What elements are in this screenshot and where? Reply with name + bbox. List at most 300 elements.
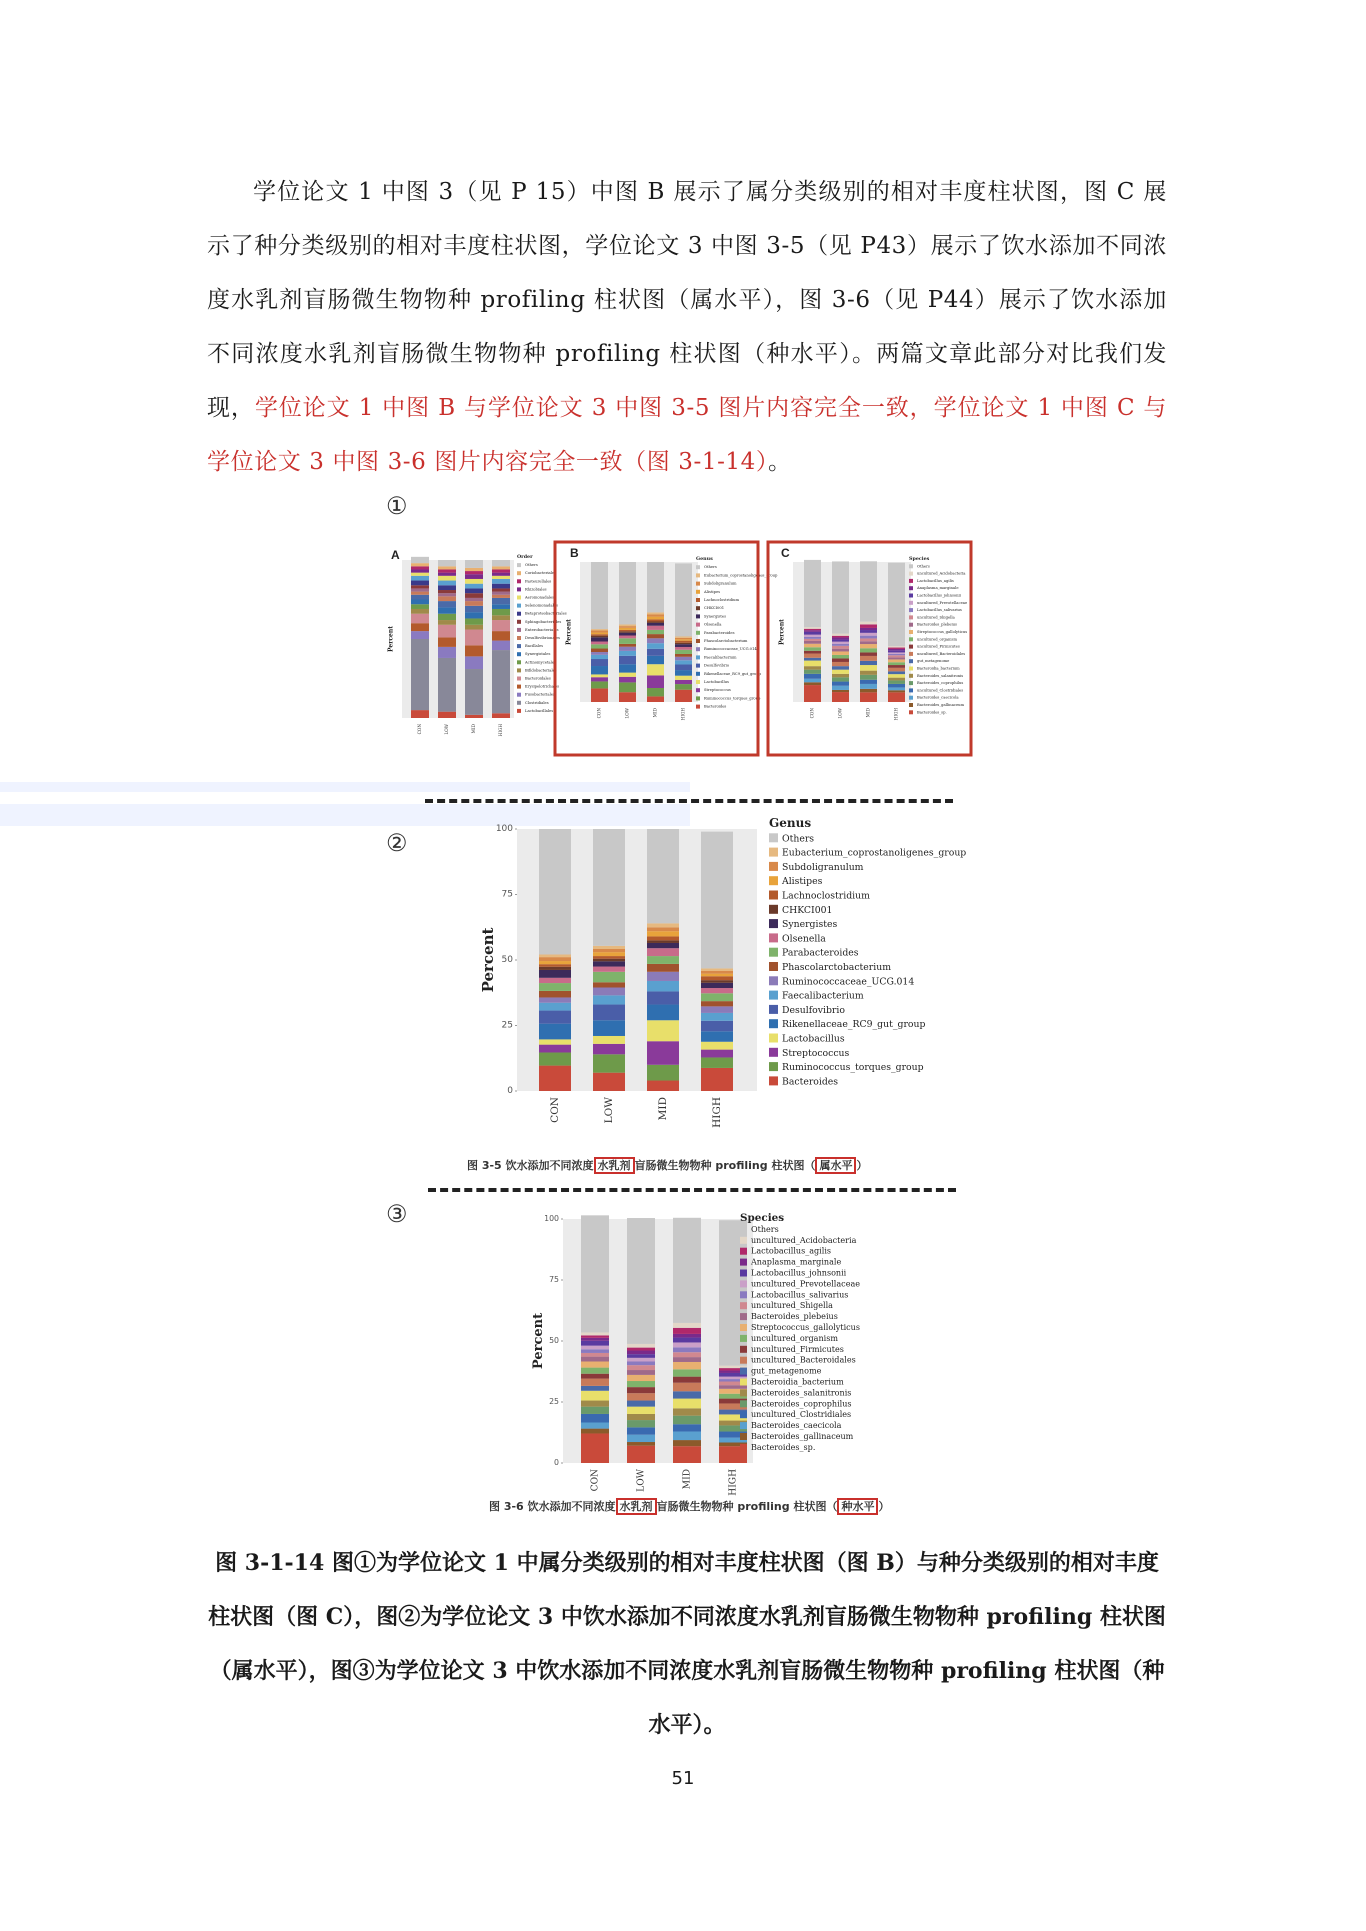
bar-segment	[832, 674, 849, 678]
legend-swatch	[769, 1019, 778, 1028]
bar-segment	[539, 983, 571, 991]
bar-segment	[539, 970, 571, 978]
bar-segment	[492, 592, 510, 595]
bar-segment	[627, 1375, 655, 1381]
legend-swatch	[696, 573, 700, 577]
bar-segment	[675, 641, 692, 643]
bar-segment	[492, 560, 510, 566]
bar-segment	[593, 946, 625, 949]
legend-label: uncultured_organism	[917, 637, 958, 642]
legend-label: Bacteroides	[782, 1076, 839, 1088]
bar-segment	[888, 692, 905, 702]
bar-segment	[888, 657, 905, 659]
bar-segment	[539, 1039, 571, 1044]
legend-swatch	[909, 667, 913, 671]
legend-swatch	[769, 1005, 778, 1014]
bar-segment	[465, 630, 483, 646]
legend-swatch	[740, 1379, 747, 1386]
bar-segment	[804, 679, 821, 683]
bar-segment	[465, 645, 483, 656]
legend-label: Ruminococcus_torques_group	[704, 696, 761, 701]
bar-segment	[888, 678, 905, 681]
legend-swatch	[517, 644, 521, 648]
legend-label: Bacteroides_salanitronis	[917, 673, 964, 678]
bar-segment	[675, 563, 692, 636]
legend-label: CHKCI001	[782, 904, 833, 916]
legend-label: Lactobacillus	[782, 1033, 845, 1045]
bar-segment	[860, 561, 877, 621]
bar-segment	[701, 980, 733, 983]
bar-segment	[581, 1332, 609, 1335]
x-tick-label: MID	[657, 1097, 669, 1121]
bar-segment	[593, 982, 625, 987]
y-axis-label: Percent	[565, 619, 573, 645]
bar-segment	[465, 560, 483, 568]
bar-segment	[647, 1081, 679, 1091]
bar-segment	[438, 620, 456, 625]
bar-segment	[701, 1021, 733, 1031]
bar-segment	[581, 1433, 609, 1463]
legend-swatch	[740, 1444, 747, 1451]
legend-title: Species	[740, 1212, 785, 1224]
bar-segment	[675, 636, 692, 637]
bar-segment	[539, 1045, 571, 1053]
bar-segment	[675, 650, 692, 654]
bar-segment	[673, 1342, 701, 1347]
bar-segment	[492, 598, 510, 604]
bar-segment	[647, 1065, 679, 1081]
body-paragraph	[207, 165, 1167, 489]
bar-segment	[888, 654, 905, 655]
legend-swatch	[517, 563, 521, 567]
bar-segment	[673, 1334, 701, 1338]
bar-segment	[675, 644, 692, 647]
legend-swatch	[909, 659, 913, 663]
bar-segment	[411, 588, 429, 591]
panel-letter-b: B	[570, 546, 579, 560]
bar-segment	[804, 637, 821, 639]
bar-segment	[411, 569, 429, 572]
bar-segment	[804, 630, 821, 632]
legend-swatch	[517, 709, 521, 713]
bar-segment	[492, 576, 510, 579]
bar-segment	[492, 579, 510, 584]
legend-swatch	[909, 608, 913, 612]
legend-label: uncultured_Clostridiales	[751, 1410, 852, 1420]
bar-segment	[627, 1401, 655, 1407]
bar-segment	[804, 685, 821, 702]
legend-swatch	[517, 652, 521, 656]
bar-segment	[492, 588, 510, 591]
figure-3-6-caption	[489, 1498, 889, 1514]
bar-segment	[888, 665, 905, 668]
legend-swatch	[769, 862, 778, 871]
separator-dashed	[428, 1188, 956, 1192]
y-axis-label: Percent	[531, 1312, 547, 1370]
bar-segment	[411, 581, 429, 586]
bar-segment	[832, 649, 849, 652]
bar-segment	[593, 829, 625, 946]
bar-segment	[593, 967, 625, 972]
legend-label: Coriobacteriales	[525, 571, 557, 576]
bar-segment	[492, 609, 510, 615]
bar-segment	[411, 604, 429, 609]
bar-segment	[647, 622, 664, 623]
legend-label: Streptococcus_gallolyticus	[751, 1323, 860, 1332]
bar-segment	[860, 661, 877, 665]
bar-segment	[627, 1387, 655, 1393]
bar-segment	[832, 670, 849, 674]
legend-label: Lachnoclostridium	[704, 598, 740, 602]
legend-label: Bacteroides_gallinaceum	[917, 703, 965, 707]
legend-label: Synergistes	[782, 919, 838, 931]
legend-label: Enterobacteriales	[525, 627, 559, 632]
bar-segment	[804, 651, 821, 654]
bar-segment	[539, 954, 571, 957]
bar-segment	[701, 974, 733, 977]
legend-label: Bacteroides_plebeius	[751, 1312, 838, 1322]
legend-swatch	[909, 630, 913, 634]
bar-segment	[675, 639, 692, 640]
bar-segment	[804, 666, 821, 670]
legend-label: Ruminococcaceae_UCG.014	[782, 976, 915, 988]
separator-dashed	[425, 799, 953, 803]
bar-segment	[627, 1365, 655, 1370]
bar-segment	[465, 625, 483, 630]
legend-label: Bacteroides_caecicola	[751, 1421, 842, 1431]
legend-label: Lachnoclostridium	[782, 890, 870, 902]
bar-segment	[593, 952, 625, 956]
legend-label: Bacteroidales	[525, 676, 551, 681]
legend-label: Faecalibacterium	[704, 655, 737, 660]
bar-segment	[581, 1338, 609, 1341]
bar-segment	[832, 666, 849, 670]
y-tick-label: 0	[554, 1458, 559, 1467]
y-tick-label: 50	[501, 955, 513, 965]
legend-label: Rikenellaceae_RC9_gut_group	[704, 671, 762, 676]
bar-segment	[465, 612, 483, 618]
legend-label: Others	[751, 1224, 779, 1234]
bar-segment	[438, 566, 456, 569]
bar-segment	[492, 595, 510, 598]
figure-caption: 图 3-1-14 图①为学位论文 1 中属分类级别的相对丰度柱状图（图 B）与种分类级别的相对丰度柱状图（图 C），图②为学位论文 3 中饮水添加不同浓度水乳剂盲肠微生物物种 profiling 柱状图（属水平），图③为学位论文 3 中饮水添加不同浓度水乳剂盲肠微生物物种 profiling 柱状图（种水平）。	[208, 1550, 1166, 1738]
bar-segment	[647, 943, 679, 948]
bar-segment	[411, 592, 429, 595]
y-tick-label: 100	[544, 1214, 559, 1223]
bar-segment	[673, 1323, 701, 1328]
legend-label: Lactobacillus	[704, 680, 729, 684]
bar-segment	[888, 648, 905, 649]
bar-segment	[591, 649, 608, 653]
legend-swatch	[696, 590, 700, 594]
legend-label: Bacteroidia_bacterium	[917, 666, 960, 671]
legend-label: Parabacteroides	[782, 947, 859, 959]
bar-segment	[673, 1399, 701, 1409]
bar-segment	[411, 623, 429, 631]
bar-segment	[673, 1408, 701, 1415]
legend-swatch	[517, 701, 521, 705]
bar-segment	[619, 631, 636, 632]
paragraph-end: 。	[768, 449, 792, 475]
bar-segment	[673, 1369, 701, 1376]
legend-swatch	[909, 586, 913, 590]
bar-segment	[647, 972, 679, 981]
legend-swatch	[909, 696, 913, 700]
bar-segment	[701, 1001, 733, 1006]
legend-swatch	[909, 594, 913, 598]
bar-segment	[627, 1361, 655, 1365]
bar-segment	[492, 615, 510, 620]
bar-segment	[647, 634, 664, 638]
bar-segment	[673, 1446, 701, 1463]
x-tick-label: MID	[865, 708, 871, 718]
bar-segment	[627, 1435, 655, 1442]
bar-segment	[619, 682, 636, 692]
bar-segment	[832, 646, 849, 649]
bar-segment	[619, 562, 636, 624]
bar-segment	[673, 1383, 701, 1392]
bar-segment	[438, 712, 456, 718]
bar-segment	[832, 642, 849, 644]
bar-segment	[647, 696, 664, 702]
legend-swatch	[769, 962, 778, 971]
bar-segment	[492, 631, 510, 640]
bar-segment	[673, 1432, 701, 1441]
bar-segment	[647, 664, 664, 675]
bar-segment	[581, 1349, 609, 1353]
legend-swatch	[769, 905, 778, 914]
legend-label: Sphingobacteriales	[525, 619, 562, 624]
legend-label: Others	[917, 564, 930, 569]
bar-segment	[673, 1218, 701, 1323]
legend-label: Actinomycetales	[525, 660, 556, 665]
legend-label: Fusobacteriales	[525, 692, 555, 697]
legend-swatch	[740, 1411, 747, 1418]
legend-label: Phascolarctobacterium	[782, 962, 892, 973]
bar-segment	[438, 607, 456, 613]
bar-segment	[411, 563, 429, 566]
bar-segment	[465, 593, 483, 598]
legend-swatch	[740, 1302, 747, 1309]
bar-segment	[804, 647, 821, 651]
bar-segment	[619, 677, 636, 683]
bar-segment	[411, 639, 429, 710]
marker-3: ③	[386, 1200, 408, 1228]
bar-segment	[593, 1054, 625, 1072]
legend-swatch	[769, 948, 778, 957]
fig36-caption-pre: 图 3-6 饮水添加不同浓度	[489, 1500, 616, 1513]
legend-swatch	[909, 579, 913, 583]
bar-segment	[438, 590, 456, 593]
legend-swatch	[769, 891, 778, 900]
fig35-caption-mid: 盲肠微生物物种 profiling 柱状图（	[634, 1159, 816, 1172]
bar-segment	[673, 1377, 701, 1383]
bar-segment	[888, 684, 905, 688]
legend-swatch	[769, 1062, 778, 1071]
legend-label: Subdoligranulum	[704, 581, 737, 586]
bar-segment	[701, 1050, 733, 1058]
legend-swatch	[909, 710, 913, 714]
bar-segment	[539, 1011, 571, 1024]
bar-segment	[591, 659, 608, 666]
bar-segment	[438, 581, 456, 586]
legend-swatch	[740, 1226, 747, 1233]
bar-segment	[675, 680, 692, 684]
legend-swatch	[769, 833, 778, 842]
legend-label: uncultured_organism	[751, 1333, 838, 1343]
x-tick-label: CON	[809, 708, 815, 719]
bar-segment	[627, 1348, 655, 1351]
bar-segment	[619, 644, 636, 647]
scan-artifact	[0, 782, 690, 792]
bar-segment	[619, 630, 636, 631]
bar-segment	[832, 658, 849, 662]
bar-segment	[591, 644, 608, 648]
y-tick-label: 75	[549, 1275, 559, 1284]
legend-label: Bacteroides_caecicola	[917, 695, 959, 700]
legend-label: Ruminococcus_torques_group	[782, 1062, 924, 1074]
bar-segment	[888, 668, 905, 672]
bar-segment	[888, 655, 905, 657]
legend-label: Lactobacillus_salivarius	[917, 608, 962, 613]
legend-label: Others	[782, 833, 815, 845]
legend-swatch	[696, 606, 700, 610]
x-tick-label: CON	[549, 1097, 561, 1123]
legend-swatch	[769, 876, 778, 885]
legend-label: Bacteroides_plebeius	[917, 622, 957, 627]
legend-label: Desulfovibrio	[782, 1004, 845, 1016]
bar-segment	[647, 617, 664, 620]
bar-segment	[438, 596, 456, 601]
bar-segment	[593, 1044, 625, 1054]
bar-segment	[647, 1005, 679, 1021]
legend-label: Streptococcus	[782, 1047, 850, 1059]
legend-label: Synergistes	[704, 614, 727, 619]
bar-segment	[593, 1005, 625, 1021]
legend-label: Eubacterium_coprostanoligenes_group	[782, 847, 967, 859]
bar-segment	[860, 648, 877, 652]
bar-segment	[627, 1354, 655, 1358]
bar-segment	[675, 684, 692, 690]
bar-segment	[627, 1414, 655, 1420]
legend-label: Ruminococcaceae_UCG.014	[704, 647, 757, 652]
legend-label: Erysipelotrichales	[525, 684, 560, 689]
bar-segment	[492, 584, 510, 589]
bar-segment	[860, 665, 877, 671]
bar-segment	[832, 655, 849, 659]
bar-segment	[492, 713, 510, 718]
legend-swatch	[517, 612, 521, 616]
bar-segment	[539, 957, 571, 961]
legend-label: uncultured_Acidobacteria	[917, 571, 966, 576]
bar-segment	[581, 1361, 609, 1367]
bar-segment	[492, 573, 510, 576]
legend-swatch	[696, 705, 700, 709]
legend-label: Others	[525, 563, 538, 568]
legend-swatch	[909, 572, 913, 576]
bar-segment	[591, 634, 608, 635]
bar-segment	[675, 643, 692, 644]
fig36-caption-box2: 种水平	[837, 1498, 878, 1515]
bar-segment	[591, 688, 608, 702]
legend-label: Anaplasma_marginale	[751, 1257, 842, 1267]
bar-segment	[673, 1416, 701, 1425]
bar-segment	[619, 636, 636, 639]
fig35-caption-box2: 属水平	[815, 1157, 856, 1174]
bar-segment	[539, 997, 571, 1002]
bar-segment	[627, 1407, 655, 1414]
bar-segment	[627, 1427, 655, 1434]
bar-segment	[438, 614, 456, 620]
legend-label: Desulfovibrionales	[525, 636, 560, 640]
figure-3-5-caption	[467, 1157, 867, 1173]
bar-segment	[492, 620, 510, 631]
panel-c	[778, 556, 967, 720]
bar-segment	[647, 630, 664, 634]
bar-segment	[804, 674, 821, 679]
legend-label: Streptococcus_gallolyticus	[917, 630, 968, 634]
bar-segment	[647, 981, 679, 991]
bar-segment	[591, 637, 608, 641]
legend-swatch	[517, 620, 521, 624]
bar-segment	[701, 983, 733, 988]
bar-segment	[581, 1374, 609, 1379]
bar-segment	[673, 1357, 701, 1362]
bar-segment	[832, 561, 849, 633]
bar-segment	[627, 1393, 655, 1400]
bar-segment	[647, 656, 664, 664]
legend-swatch	[696, 647, 700, 651]
legend-label: Bacteroides_gallinaceum	[751, 1432, 854, 1441]
legend-swatch	[517, 571, 521, 575]
bar-segment	[619, 656, 636, 664]
bar-segment	[888, 649, 905, 650]
bar-segment	[539, 967, 571, 970]
legend-swatch	[517, 660, 521, 664]
bar-segment	[492, 604, 510, 609]
bar-segment	[619, 638, 636, 644]
x-tick-label: HIGH	[680, 708, 686, 721]
x-tick-label: MID	[471, 724, 476, 734]
legend-swatch	[740, 1433, 747, 1440]
bar-segment	[619, 628, 636, 630]
bar-segment	[647, 688, 664, 696]
legend-swatch	[517, 693, 521, 697]
legend-label: Streptococcus	[704, 688, 731, 693]
y-axis-label: Percent	[778, 619, 786, 645]
legend-swatch	[696, 680, 700, 684]
bar-segment	[438, 569, 456, 572]
bar-segment	[832, 637, 849, 639]
bar-segment	[647, 940, 679, 943]
x-tick-label: MID	[652, 708, 658, 718]
bar-segment	[804, 627, 821, 629]
bar-segment	[804, 661, 821, 667]
x-tick-label: LOW	[603, 1097, 615, 1124]
bar-segment	[860, 638, 877, 641]
bar-segment	[888, 690, 905, 692]
bar-segment	[647, 615, 664, 617]
legend-label: Lactobacillus_agilis	[917, 578, 954, 583]
legend-swatch	[909, 601, 913, 605]
bar-segment	[888, 687, 905, 690]
legend-swatch	[740, 1248, 747, 1255]
paragraph-text: 学位论文 1 中图 3（见 P 15）中图 B 展示了属分类级别的相对丰度柱状图，图 C 展示了种分类级别的相对丰度柱状图，学位论文 3 中图 3-5（见 P43）展示了饮水添加不同浓度水乳剂盲肠微生物物种 profiling 柱状图（属水平），图 3-6（见 P44）展示了饮水添加不同浓度水乳剂盲肠微生物物种 profiling 柱状图（种水平）。两篇文章此部分对比我们发现，	[207, 179, 1167, 421]
bar-segment	[647, 562, 664, 612]
bar-segment	[647, 619, 664, 621]
legend-label: Olsenella	[782, 933, 826, 945]
bar-segment	[581, 1357, 609, 1362]
